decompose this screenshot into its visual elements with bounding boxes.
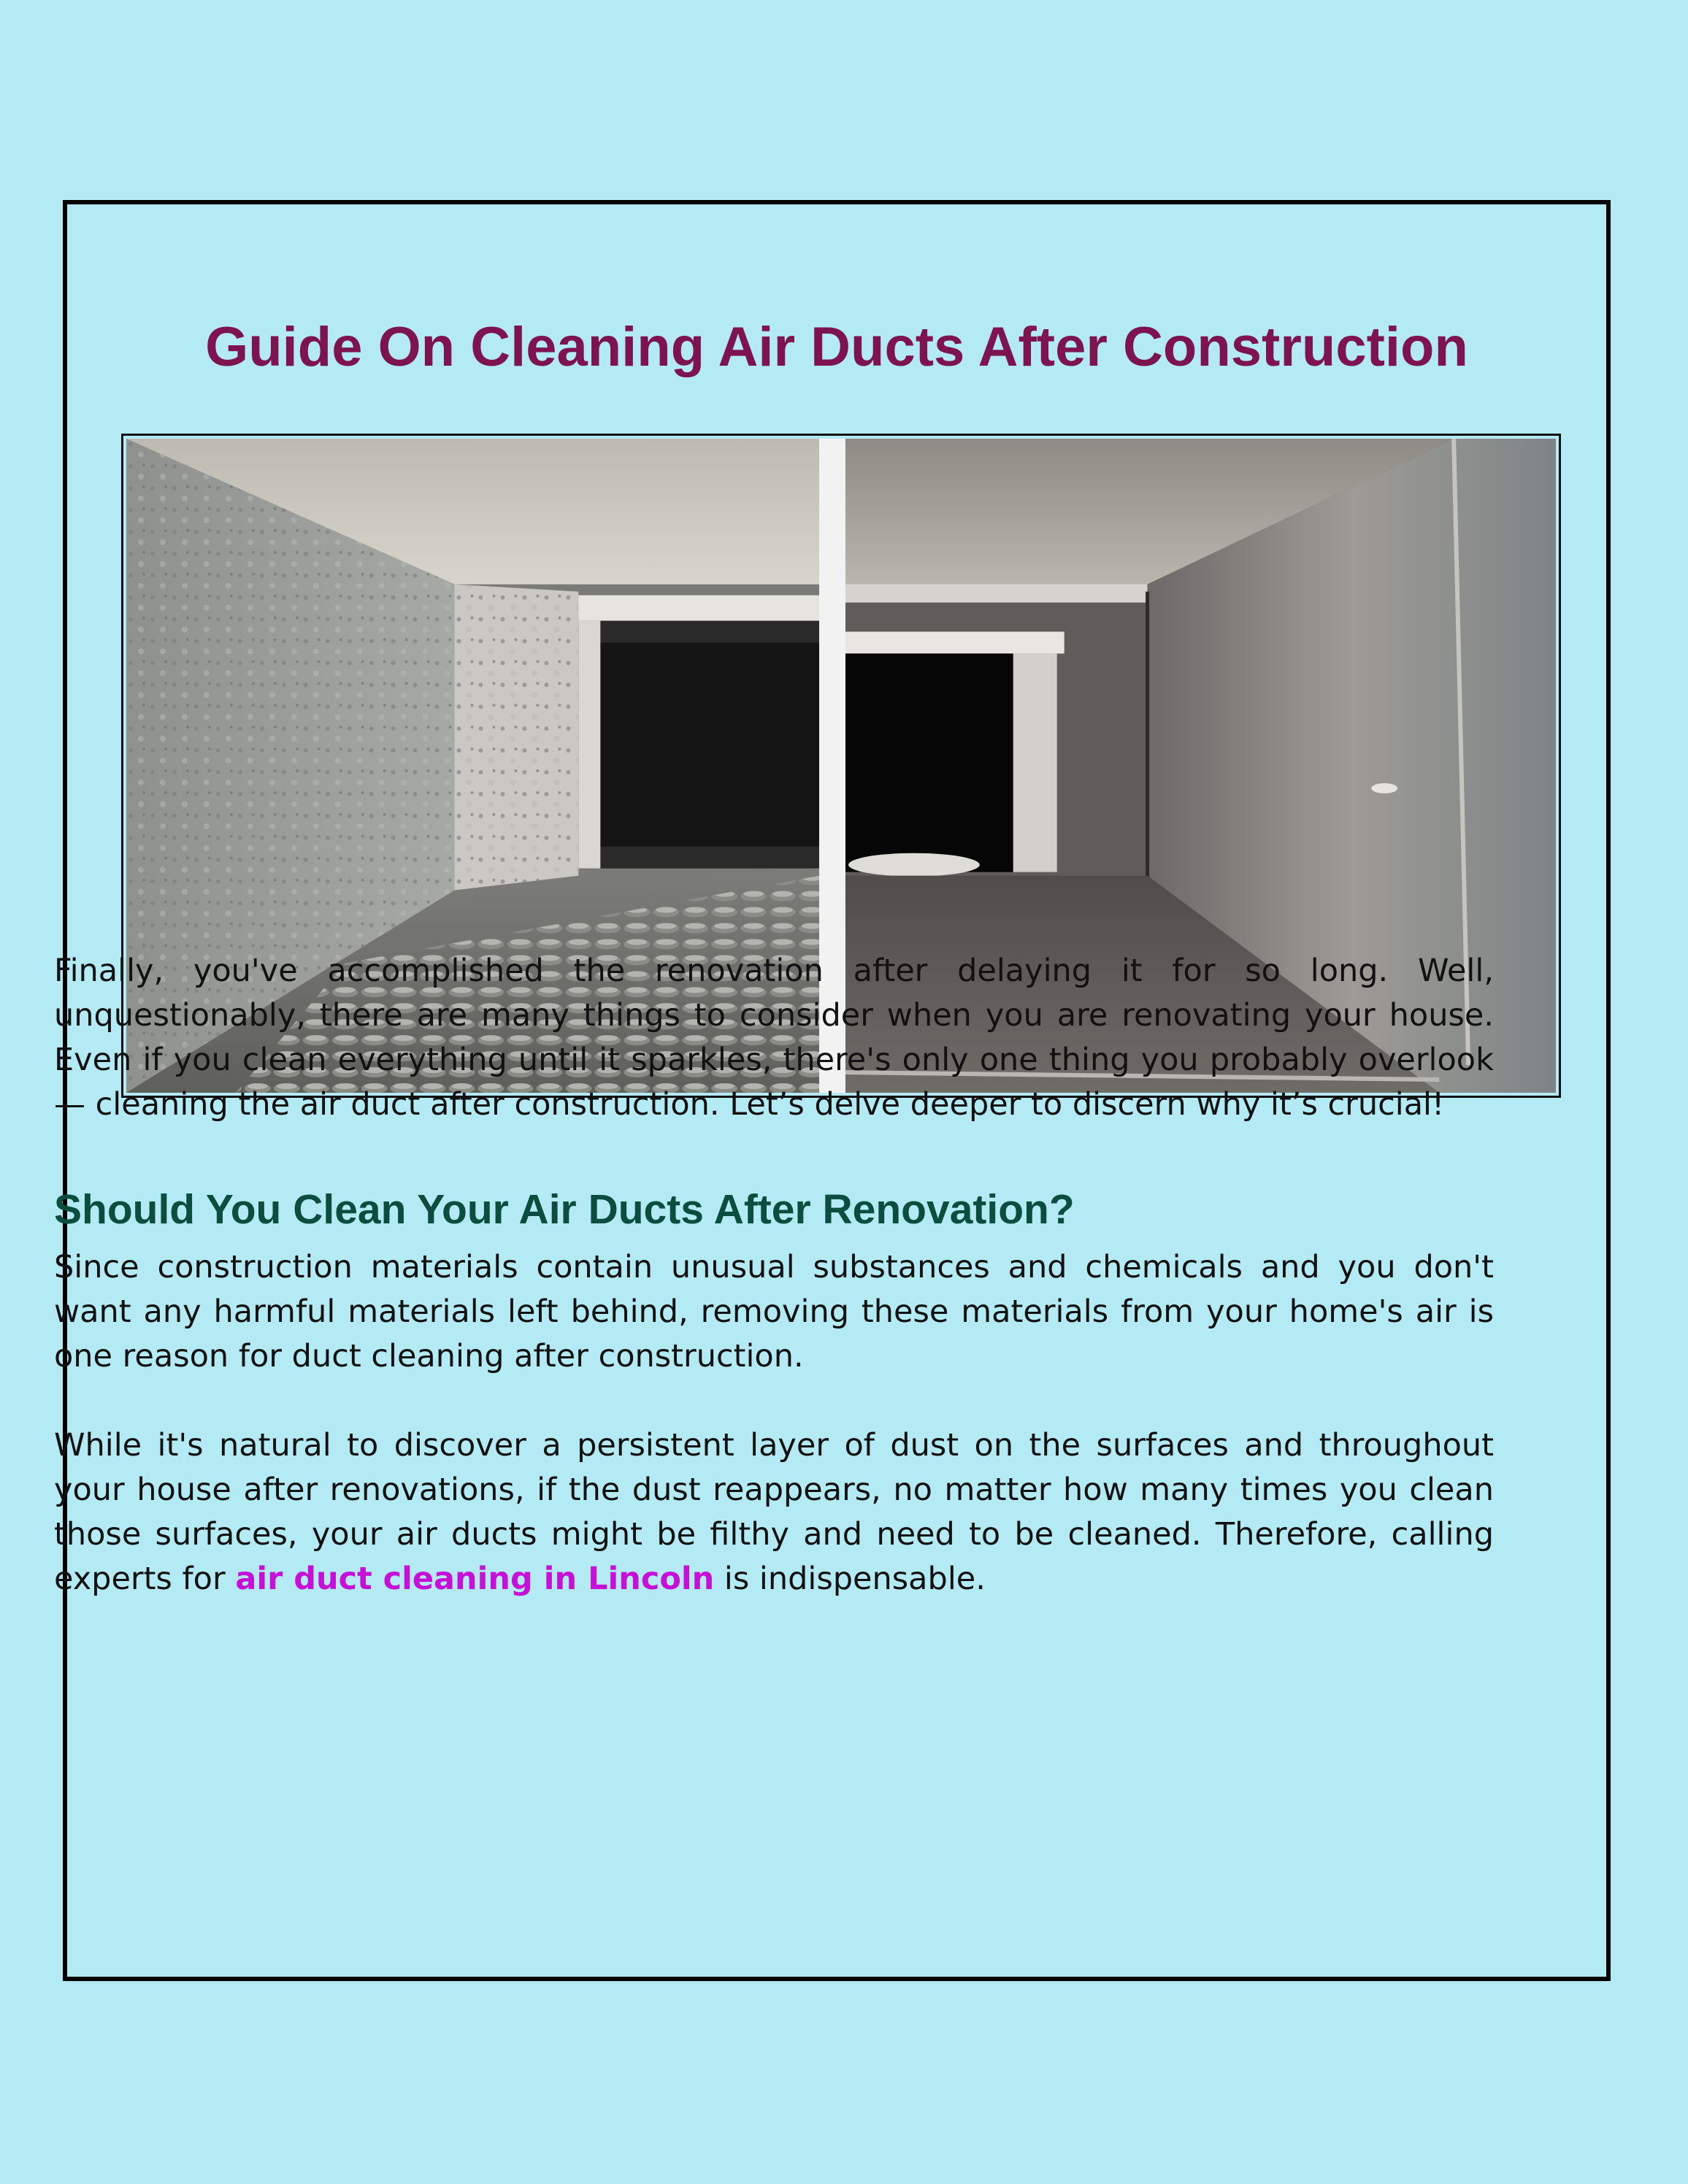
paragraph-2-text-after: is indispensable. xyxy=(714,1561,986,1597)
paragraph-2-text-before: While it's natural to discover a persistent layer of dust on the surfaces and throughout your house after renovations, if the dust reappears, no matter how many times you clean those surfaces, your air ducts might be filthy and need to be cleaned. Therefore, calling experts for xyxy=(54,1427,1494,1597)
article-body xyxy=(54,949,1494,1602)
intro-paragraph: Finally, you've accomplished the renovation after delaying it for so long. Well, unquestionably, there are many things to consider when you are renovating your house. Even if you clean everything until it sparkles, there's only one thing you probably overlook — cleaning the air duct after construction. Let’s delve deeper to discern why it’s crucial! xyxy=(54,953,1494,1123)
section-heading: Should You Clean Your Air Ducts After Renovation? xyxy=(54,1186,1075,1233)
air-duct-cleaning-link[interactable]: air duct cleaning in Lincoln xyxy=(235,1561,715,1597)
page-title: Guide On Cleaning Air Ducts After Construction xyxy=(205,316,1468,378)
section-paragraph-1: Since construction materials contain unusual substances and chemicals and you don't want any harmful materials left behind, removing these materials from your home's air is one reason for duct cleaning after construction. xyxy=(54,1249,1494,1374)
section-paragraph-2 xyxy=(54,1423,1494,1602)
